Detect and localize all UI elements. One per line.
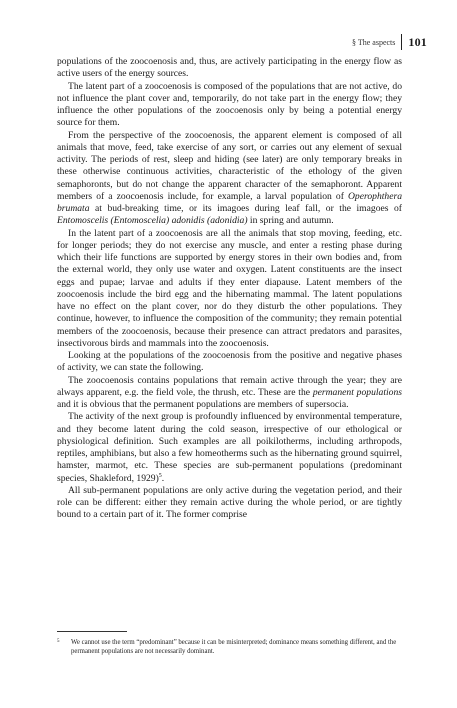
paragraph: All sub-permanent populations are only active during the vegetation period, and their role can be different: either they remain active during the whole period, or are tightly bound to a certain part of it. The former comprise bbox=[57, 484, 402, 521]
footnote-reference: 5 bbox=[158, 472, 162, 479]
species-name: Entomoscelis (Entomoscelia) adonidis (adonidia) bbox=[57, 215, 248, 227]
species-name: Operophthera brumata bbox=[57, 190, 402, 214]
paragraph: Looking at the populations of the zoocoenosis from the positive and negative phases of activity, we can state the following. bbox=[57, 350, 402, 374]
footnote-mark: 5 bbox=[57, 639, 60, 644]
emphasis-term: permanent populations bbox=[312, 386, 402, 398]
footnote-text: We cannot use the term “predominant” because it can be misinterpreted; dominance means something different, and the permanent populations are not necessarily dominant. bbox=[71, 639, 397, 655]
paragraph-text: at bud-breaking time, or its imagoes during leaf fall, or the imagoes of bbox=[89, 203, 402, 214]
footnote bbox=[57, 638, 402, 656]
section-title: § The aspects bbox=[351, 37, 396, 47]
header-divider bbox=[401, 34, 402, 50]
paragraph-text: . bbox=[161, 472, 165, 484]
paragraph: populations of the zoocoenosis and, thus, are actively participating in the energy flow as active users of the energy sources. bbox=[57, 56, 402, 80]
paragraph-text: in spring and autumn. bbox=[247, 215, 334, 227]
paragraph bbox=[57, 411, 402, 485]
paragraph bbox=[57, 375, 402, 412]
paragraph-text: The zoocoenosis contains populations that remain active through the year; they are always apparent, e.g. the field vole, the thrush, etc. These are the bbox=[57, 374, 402, 398]
paragraph-text: The activity of the next group is profoundly influenced by environmental temperature, and they become latent during the cold season, irrespective of our ethological or physiological definition. Such examples are all poikilotherms, including arthropods, reptiles, amphibians, but also a few homeotherms such as the hibernating ground squirrel, hamster, marmot, etc. These species are sub-permanent populations (predominant species, Shakleford, 1929) bbox=[57, 411, 402, 484]
paragraph: The latent part of a zoocoenosis is composed of the populations that are not active, do not influence the plant cover and, temporarily, do not take part in the energy flow; they influence the other populations of the zoocoenosis only by being a potential energy source for them. bbox=[57, 80, 402, 129]
paragraph: In the latent part of a zoocoenosis are all the animals that stop moving, feeding, etc. for longer periods; they do not exercise any muscle, and enter a resting phase during which their life functions are supported by energy stores in their own bodies and, from the external world, they only use water and oxygen. Latent constituents are the insect eggs and pupae; larvae and adults if they enter diapause. Latent members of the zoocoenosis include the bird egg and the hibernating mammal. The latent populations have no effect on the plant cover, nor do they disturb the other populations. They continue, however, to influence the composition of the community; they remain potential members of the zoocoenosis, because their presence can attract predators and parasites, insectivorous birds and mammals into the zoocoenosis. bbox=[57, 227, 402, 349]
body-text bbox=[57, 56, 402, 522]
running-header bbox=[352, 33, 427, 51]
footnote-rule bbox=[57, 631, 127, 632]
paragraph bbox=[57, 130, 402, 228]
paragraph-text: and it is obvious that the permanent populations are members of supersocia. bbox=[57, 399, 349, 410]
page-number: 101 bbox=[408, 34, 427, 49]
paragraph-text: From the perspective of the zoocoenosis, the apparent element is composed of all animals that move, feed, take exercise of any sort, or carries out any element of sexual activity. The periods of rest, sleep and hiding (see later) are only temporary breaks in these otherwise continuous activities, characteristic of the ethology of the given semaphoronts, but do not change the apparent character of the semaphoront. Apparent members of a zoocoenosis include, for example, a larval population of bbox=[57, 129, 402, 202]
